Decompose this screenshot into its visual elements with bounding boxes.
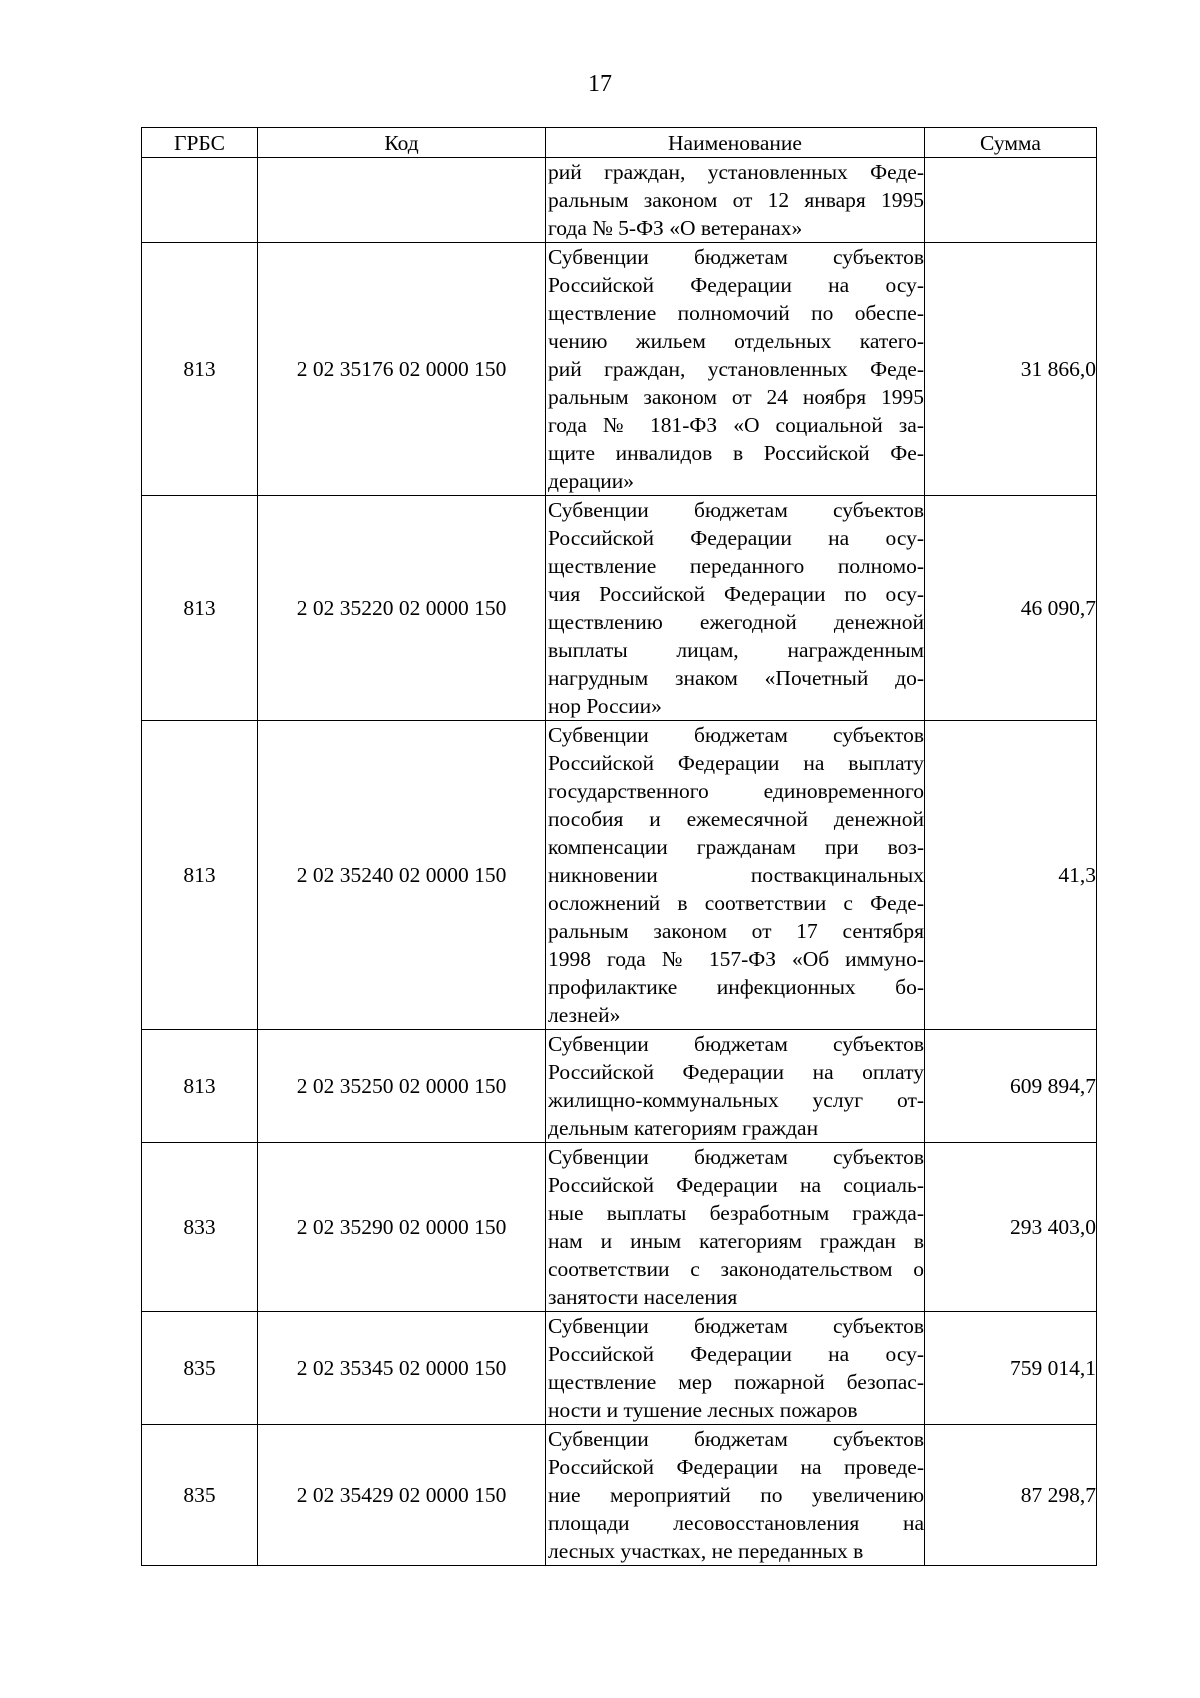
cell-grbs: 813 [142,243,258,496]
table-row [142,1143,1097,1312]
cell-sum [925,158,1097,243]
cell-grbs: 813 [142,721,258,1030]
header-name: Наименование [546,128,925,158]
cell-grbs: 813 [142,496,258,721]
table-body [142,158,1097,1566]
name-line: щите инвалидов в Российской Фе- [548,441,924,465]
cell-sum: 41,3 [925,721,1097,1030]
cell-code [258,158,546,243]
cell-code: 2 02 35176 02 0000 150 [258,243,546,496]
cell-sum: 759 014,1 [925,1312,1097,1425]
table-row [142,721,1097,1030]
cell-name [546,243,925,496]
name-line: нам и иным категориям граждан в [548,1229,924,1253]
cell-grbs: 835 [142,1425,258,1566]
name-line: Субвенции бюджетам субъектов [548,1427,924,1451]
cell-grbs: 813 [142,1030,258,1143]
name-line: чия Российской Федерации по осу- [548,582,924,606]
name-line: ществление мер пожарной безопас- [548,1370,924,1394]
name-line: лесных участках, не переданных в [548,1539,864,1563]
name-line: дельным категориям граждан [548,1116,819,1140]
name-line: площади лесовосстановления на [548,1511,924,1535]
table-row [142,1030,1097,1143]
name-line: Российской Федерации на осу- [548,273,924,297]
header-code: Код [258,128,546,158]
name-line: ние мероприятий по увеличению [548,1483,924,1507]
name-line: года № 181-ФЗ «О социальной за- [548,413,924,437]
header-grbs: ГРБС [142,128,258,158]
name-line: ществление полномочий по обеспе- [548,301,924,325]
name-line: Субвенции бюджетам субъектов [548,498,924,522]
name-line: ральным законом от 24 ноября 1995 [548,385,924,409]
cell-code: 2 02 35250 02 0000 150 [258,1030,546,1143]
name-line: Субвенции бюджетам субъектов [548,1145,924,1169]
page-number: 17 [588,71,612,97]
cell-code: 2 02 35290 02 0000 150 [258,1143,546,1312]
cell-name [546,1425,925,1566]
name-line: выплаты лицам, награжденным [548,638,924,662]
name-line: пособия и ежемесячной денежной [548,807,924,831]
name-line: Субвенции бюджетам субъектов [548,1032,924,1056]
name-line: жилищно-коммунальных услуг от- [548,1088,924,1112]
table-row [142,1425,1097,1566]
name-line: 1998 года № 157-ФЗ «Об иммуно- [548,947,924,971]
name-line: ральным законом от 17 сентября [548,919,924,943]
name-line: Субвенции бюджетам субъектов [548,245,924,269]
name-line: Российской Федерации на социаль- [548,1173,924,1197]
name-line: Российской Федерации на проведе- [548,1455,924,1479]
cell-name [546,721,925,1030]
name-line: соответствии с законодательством о [548,1257,924,1281]
budget-table [141,127,1097,1566]
cell-sum: 87 298,7 [925,1425,1097,1566]
name-line: профилактике инфекционных бо- [548,975,924,999]
table-row [142,243,1097,496]
name-line: государственного единовременного [548,779,924,803]
table-header-row [142,128,1097,158]
name-line: нор России» [548,694,662,718]
name-line: Российской Федерации на осу- [548,1342,924,1366]
cell-name [546,1312,925,1425]
cell-code: 2 02 35240 02 0000 150 [258,721,546,1030]
name-line: ные выплаты безработным гражда- [548,1201,924,1225]
name-line: занятости населения [548,1285,738,1309]
name-line: года № 5-ФЗ «О ветеранах» [548,216,803,240]
table-row [142,496,1097,721]
name-line: рий граждан, установленных Феде- [548,357,924,381]
name-line: никновении поствакцинальных [548,863,924,887]
cell-code: 2 02 35345 02 0000 150 [258,1312,546,1425]
cell-code: 2 02 35220 02 0000 150 [258,496,546,721]
cell-grbs: 835 [142,1312,258,1425]
name-line: ральным законом от 12 января 1995 [548,188,924,212]
name-line: ществление переданного полномо- [548,554,924,578]
name-line: Российской Федерации на оплату [548,1060,924,1084]
name-line: Субвенции бюджетам субъектов [548,723,924,747]
name-line: лезней» [548,1003,621,1027]
cell-sum: 293 403,0 [925,1143,1097,1312]
table-row [142,158,1097,243]
cell-sum: 31 866,0 [925,243,1097,496]
cell-name [546,158,925,243]
cell-name [546,496,925,721]
name-line: Российской Федерации на осу- [548,526,924,550]
cell-name [546,1030,925,1143]
cell-sum: 609 894,7 [925,1030,1097,1143]
cell-grbs: 833 [142,1143,258,1312]
name-line: осложнений в соответствии с Феде- [548,891,924,915]
name-line: компенсации гражданам при воз- [548,835,924,859]
header-sum: Сумма [925,128,1097,158]
name-line: ности и тушение лесных пожаров [548,1398,858,1422]
name-line: Российской Федерации на выплату [548,751,924,775]
name-line: Субвенции бюджетам субъектов [548,1314,924,1338]
name-line: дерации» [548,469,635,493]
name-line: нагрудным знаком «Почетный до- [548,666,924,690]
table-row [142,1312,1097,1425]
name-line: рий граждан, установленных Феде- [548,160,924,184]
cell-grbs [142,158,258,243]
cell-name [546,1143,925,1312]
cell-code: 2 02 35429 02 0000 150 [258,1425,546,1566]
cell-sum: 46 090,7 [925,496,1097,721]
name-line: чению жильем отдельных катего- [548,329,924,353]
name-line: ществлению ежегодной денежной [548,610,924,634]
